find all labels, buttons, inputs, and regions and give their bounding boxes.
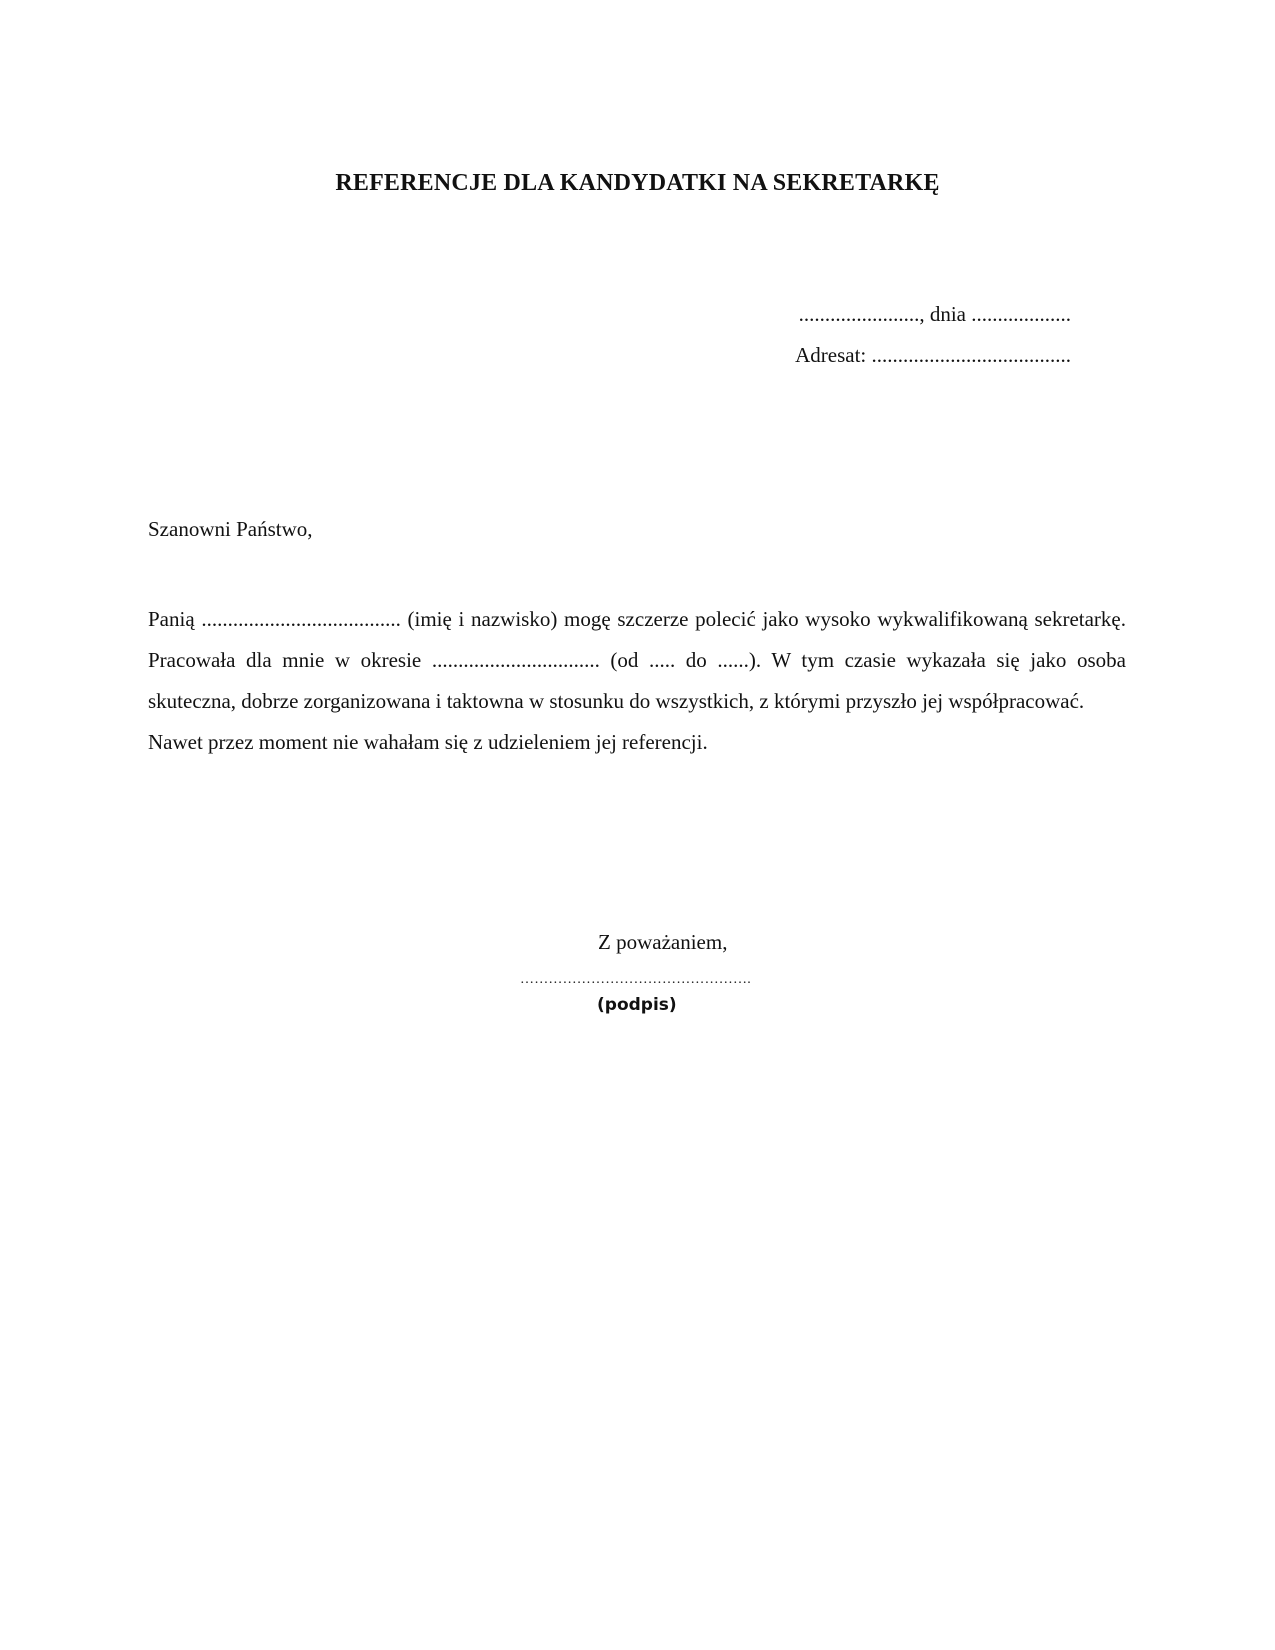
- salutation: Szanowni Państwo,: [148, 517, 313, 541]
- closing: Z poważaniem,: [598, 930, 728, 954]
- body-paragraph-2: Nawet przez moment nie wahałam się z udzieleniem jej referencji.: [148, 730, 708, 754]
- signature-label: (podpis): [597, 995, 677, 1015]
- body-paragraph-1: Panią ...................................... (imię i nazwisko) mogę szczerze polecić jako wysoko wykwalifikowaną sekretarkę. Pracowała dla mnie w okresie ................................ (od ..... do ......). W tym czasie wykazała się jako osoba skuteczna, dobrze zorganizowana i taktowna w stosunku do wszystkich, z którymi przyszło jej współpracować.: [148, 607, 1126, 713]
- document-title: REFERENCJE DLA KANDYDATKI NA SEKRETARKĘ: [335, 170, 940, 196]
- signature-line: ………………………………………….: [520, 972, 751, 987]
- place-date-line: ......................., dnia ...................: [798, 302, 1071, 326]
- addressee-line: Adresat: ......................................: [795, 343, 1071, 367]
- letter-body: [148, 599, 1126, 763]
